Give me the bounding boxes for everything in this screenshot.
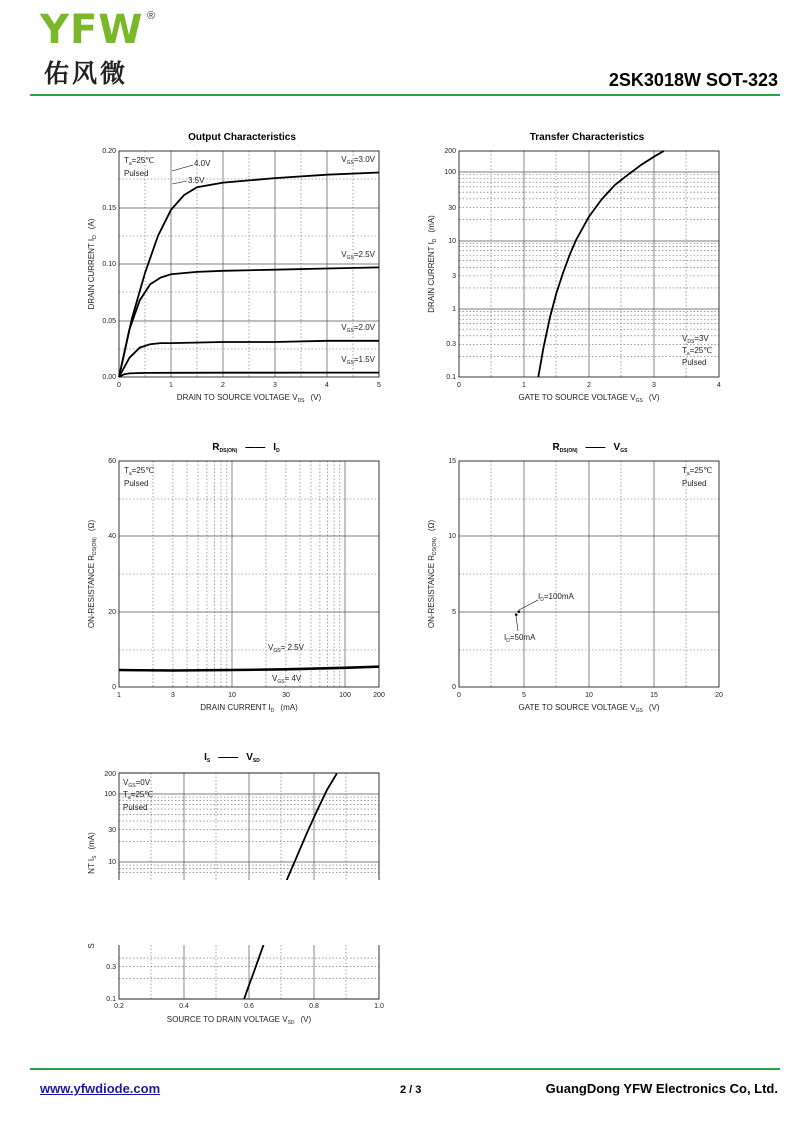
y-tick-label: 0.00 — [102, 374, 116, 381]
condition-temp: $T_a=25℃$ — [123, 790, 154, 801]
condition-temp: $T_a=25℃$ — [682, 346, 713, 357]
y-axis-label-text: DRAIN CURRENT I — [87, 238, 96, 310]
data-point-1 — [518, 610, 521, 613]
y-tick-label: 15 — [448, 458, 456, 465]
x-tick-label: 10 — [228, 692, 236, 699]
y-tick-label: 0.10 — [102, 261, 116, 268]
curve-label-vgs-1-5v: $V_{GS}=1.5V$ — [341, 355, 375, 366]
grid-upper — [119, 773, 379, 880]
x-tick-label: 3 — [273, 382, 277, 389]
chart-title: $R_{DS(ON)}$ —— $V_{GS}$ — [552, 442, 628, 454]
y-tick-label: 0 — [452, 684, 456, 691]
y-tick-label: 0 — [112, 684, 116, 691]
x-tick-label: 0.4 — [179, 1003, 189, 1010]
x-tick-label: 0.2 — [114, 1003, 124, 1010]
transfer-characteristics-chart — [420, 128, 750, 418]
y-tick-label: 0.3 — [446, 341, 456, 348]
x-tick-label: 5 — [377, 382, 381, 389]
x-tick-label: 1 — [169, 382, 173, 389]
x-axis-label-sub: DS — [297, 398, 305, 404]
curve-label-vgs-2-5v: $V_{GS}=2.5V$ — [341, 250, 375, 261]
y-tick-label: 0.3 — [106, 964, 116, 971]
grid — [119, 461, 379, 687]
condition-temp: $T_a=25℃$ — [682, 466, 713, 477]
x-tick-label: 20 — [715, 692, 723, 699]
x-tick-labels — [117, 382, 381, 389]
y-tick-label: 20 — [108, 609, 116, 616]
y-tick-label: 3 — [452, 273, 456, 280]
logo-chinese-name: 佑风微 — [44, 59, 129, 88]
y-axis-label: DRAIN CURRENT $I_D(mA)$ — [427, 215, 438, 313]
x-tick-label: 10 — [585, 692, 593, 699]
y-tick-label: 10 — [108, 859, 116, 866]
x-tick-label: 15 — [650, 692, 658, 699]
company-logo — [40, 8, 170, 94]
curve-series-1-upper — [244, 774, 337, 999]
curve-series-1 — [538, 151, 664, 377]
x-axis-label-text: DRAIN TO SOURCE VOLTAGE V — [176, 393, 298, 402]
x-axis-label: DRAIN CURRENT $I_D$ (mA) — [200, 703, 298, 714]
x-tick-label: 3 — [171, 692, 175, 699]
y-tick-labels — [108, 458, 116, 691]
output-characteristics-chart — [80, 128, 400, 418]
curve-label-4v: 4.0V — [194, 159, 211, 168]
footer-rule — [30, 1068, 780, 1070]
x-tick-labels — [114, 1003, 384, 1010]
y-axis-label: ON-RESISTANCE $R_{DS(ON)}(\Omega)$ — [427, 519, 438, 629]
y-tick-label: 30 — [448, 205, 456, 212]
condition-temp: $T_a=25℃$ — [124, 466, 155, 477]
y-tick-label: 0.20 — [102, 148, 116, 155]
rds-on-vs-id-chart — [80, 438, 400, 728]
y-tick-label: 0.15 — [102, 205, 116, 212]
y-tick-label: 0.05 — [102, 318, 116, 325]
y-tick-label: 0.1 — [106, 996, 116, 1003]
x-tick-label: 0 — [457, 692, 461, 699]
y-tick-labels — [102, 148, 116, 381]
x-tick-label: 30 — [282, 692, 290, 699]
x-tick-label: 0 — [457, 382, 461, 389]
company-name: GuangDong YFW Electronics Co, Ltd. — [545, 1081, 778, 1096]
chart-title: Output Characteristics — [188, 132, 296, 143]
condition-pulsed: Pulsed — [124, 479, 149, 488]
grid — [459, 151, 719, 377]
x-axis-label-unit: (V) — [310, 393, 322, 402]
logo-wordmark: YFW — [40, 7, 144, 53]
condition-pulsed: Pulsed — [682, 358, 707, 367]
y-tick-label: 10 — [448, 238, 456, 245]
x-axis-label: SOURCE TO DRAIN VOLTAGE $V_{SD}$ (V) — [166, 1015, 312, 1026]
x-axis-label — [177, 393, 322, 404]
y-tick-label: 40 — [108, 533, 116, 540]
y-tick-label: 10 — [448, 533, 456, 540]
y-tick-labels — [448, 458, 456, 691]
y-tick-labels — [104, 771, 116, 1003]
y-tick-label: 0.1 — [446, 374, 456, 381]
x-axis-label: GATE TO SOURCE VOLTAGE $V_{GS}$ (V) — [518, 393, 660, 404]
grid-lower — [119, 945, 379, 999]
condition-vds: $V_{DS}=3V$ — [682, 334, 709, 345]
x-tick-label: 2 — [221, 382, 225, 389]
y-axis-label — [87, 218, 98, 309]
curve-label-vgs-2-5v: $V_{GS}= 2.5V$ — [268, 643, 304, 654]
header-rule — [30, 94, 780, 96]
chart-title: $I_S$ —— $V_{SD}$ — [204, 752, 260, 764]
leader-line-3-5v — [172, 181, 187, 184]
x-tick-label: 100 — [339, 692, 351, 699]
x-tick-label: 4 — [325, 382, 329, 389]
condition-pulsed: Pulsed — [123, 803, 148, 812]
chart-title: $R_{DS(ON)}$ —— $I_D$ — [212, 442, 280, 454]
y-tick-label: 30 — [108, 827, 116, 834]
x-tick-labels — [457, 692, 723, 699]
leader-line-4v — [172, 165, 193, 171]
is-vs-vsd-chart — [80, 748, 400, 1038]
grid — [459, 461, 719, 687]
x-tick-label: 5 — [522, 692, 526, 699]
curve-series-2 — [119, 267, 379, 377]
x-tick-label: 0 — [117, 382, 121, 389]
data-point-2 — [515, 613, 518, 616]
website-link[interactable]: www.yfwdiode.com — [40, 1081, 161, 1096]
y-axis-label: NT $I_S(mA)$ — [87, 832, 98, 874]
chart-title: Transfer Characteristics — [529, 132, 645, 143]
point-label-50ma: $I_D=50mA$ — [504, 633, 536, 644]
x-tick-labels — [457, 382, 721, 389]
y-tick-label: 1 — [452, 306, 456, 313]
condition-pulsed: Pulsed — [124, 169, 149, 178]
leader-line-100ma — [519, 600, 538, 610]
x-tick-label: 1.0 — [374, 1003, 384, 1010]
y-tick-label: 5 — [452, 609, 456, 616]
y-axis-label-unit: (A) — [87, 218, 96, 230]
curve-label-vgs-2v: $V_{GS}=2.0V$ — [341, 323, 375, 334]
curve-series-1-lower — [244, 775, 337, 1000]
y-tick-label: 100 — [104, 791, 116, 798]
condition-temp: $T_a=25℃$ — [124, 156, 155, 167]
y-tick-label: 100 — [444, 169, 456, 176]
y-axis-label-sub: D — [92, 235, 98, 239]
x-tick-label: 0.8 — [309, 1003, 319, 1010]
y-tick-label: 200 — [444, 148, 456, 155]
y-axis-label-fragment: S — [87, 943, 96, 949]
x-tick-label: 4 — [717, 382, 721, 389]
y-tick-label: 200 — [104, 771, 116, 778]
page-number: 2 / 3 — [400, 1084, 422, 1096]
x-axis-label: GATE TO SOURCE VOLTAGE $V_{GS}$ (V) — [518, 703, 660, 714]
condition-pulsed: Pulsed — [682, 479, 707, 488]
y-axis-label: ON-RESISTANCE $R_{DS(ON)}(\Omega)$ — [87, 519, 98, 629]
curve-label-vgs-3v: $V_{GS}=3.0V$ — [341, 155, 375, 166]
x-tick-label: 200 — [373, 692, 385, 699]
x-tick-label: 1 — [117, 692, 121, 699]
x-tick-label: 1 — [522, 382, 526, 389]
part-number-title: 2SK3018W SOT-323 — [608, 70, 778, 90]
x-tick-label: 0.6 — [244, 1003, 254, 1010]
x-tick-label: 3 — [652, 382, 656, 389]
condition-vgs: $V_{GS}=0V$ — [123, 778, 151, 789]
y-tick-labels — [444, 148, 456, 381]
rds-on-vs-vgs-chart — [420, 438, 750, 728]
registered-mark: ® — [147, 10, 156, 22]
x-tick-labels — [117, 692, 385, 699]
curve-label-vgs-4v: $V_{GS}= 4V$ — [272, 674, 302, 685]
leader-line-50ma — [516, 616, 518, 631]
curve-label-3-5v: 3.5V — [188, 176, 205, 185]
point-label-100ma: $I_D=100mA$ — [538, 592, 574, 603]
x-tick-label: 2 — [587, 382, 591, 389]
y-tick-label: 60 — [108, 458, 116, 465]
